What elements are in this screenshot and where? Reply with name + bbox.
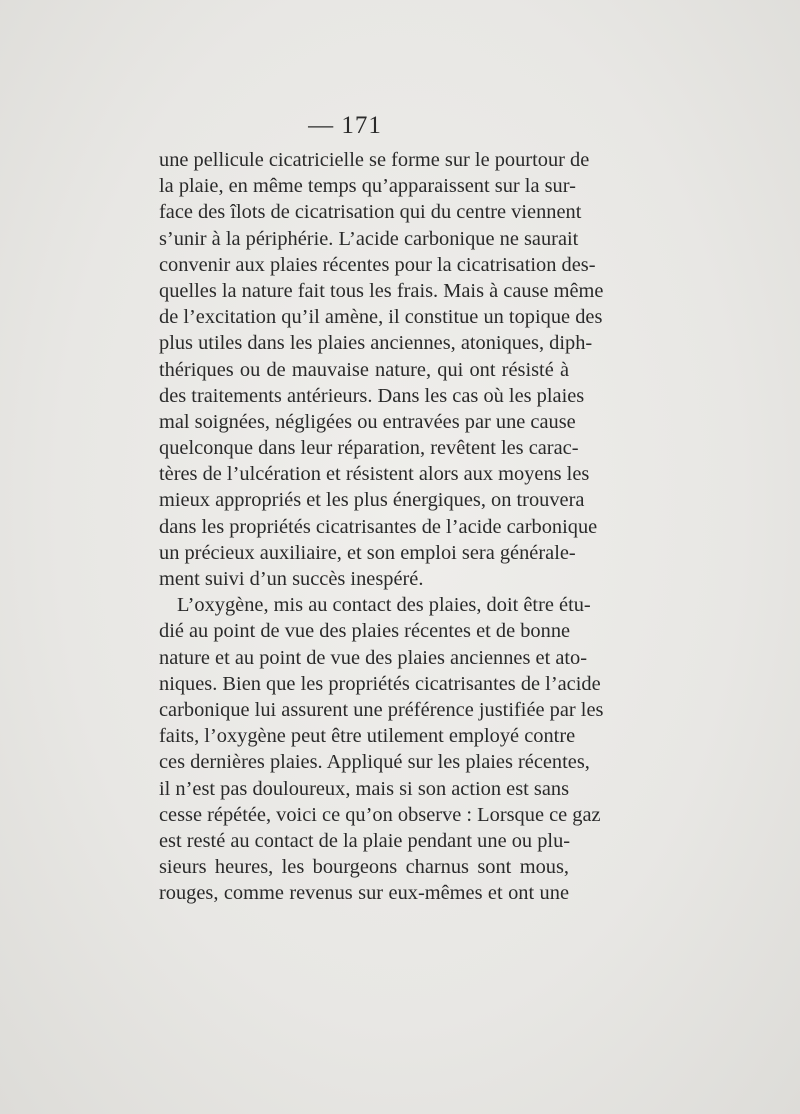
text-line: thériques ou de mauvaise nature, qui ont résisté à: [159, 358, 569, 381]
text-line: ment suivi d’un succès inespéré.: [159, 568, 424, 590]
paragraph-1: [159, 147, 604, 592]
text-line: niques. Bien que les propriétés cicatrisantes de l’acide: [159, 672, 601, 695]
page-number: — 171: [308, 112, 382, 139]
text-line: ces dernières plaies. Appliqué sur les plaies récentes,: [159, 751, 590, 774]
text-line: il n’est pas douloureux, mais si son action est sans: [159, 777, 570, 800]
body-text: [159, 147, 604, 906]
text-line: une pellicule cicatricielle se forme sur le pourtour de: [159, 149, 590, 171]
text-line: est resté au contact de la plaie pendant une ou plu-: [159, 829, 571, 852]
text-line: des traitements antérieurs. Dans les cas où les plaies: [159, 384, 585, 407]
text-line: rouges, comme revenus sur eux-mêmes et ont une: [159, 882, 569, 905]
text-line: la plaie, en même temps qu’apparaissent sur la sur-: [159, 175, 576, 198]
text-line: tères de l’ulcération et résistent alors aux moyens les: [159, 463, 590, 486]
paragraph-2: [159, 592, 604, 906]
text-line: quelles la nature fait tous les frais. Mais à cause même: [159, 279, 604, 302]
text-line: cesse répétée, voici ce qu’on observe : Lorsque ce gaz: [159, 803, 601, 826]
text-line: mal soignées, négligées ou entravées par une cause: [159, 410, 576, 433]
text-line: sieurs heures, les bourgeons charnus sont mous,: [159, 856, 569, 879]
text-line: convenir aux plaies récentes pour la cicatrisation des-: [159, 253, 596, 276]
text-line: L’oxygène, mis au contact des plaies, doit être étu-: [177, 594, 591, 617]
text-line: dans les propriétés cicatrisantes de l’acide carbonique: [159, 515, 598, 538]
text-line: mieux appropriés et les plus énergiques, on trouvera: [159, 489, 585, 512]
text-line: quelconque dans leur réparation, revêtent les carac-: [159, 437, 579, 460]
text-line: un précieux auxiliaire, et son emploi sera générale-: [159, 541, 576, 564]
text-line: s’unir à la périphérie. L’acide carbonique ne saurait: [159, 227, 579, 250]
text-line: face des îlots de cicatrisation qui du centre viennent: [159, 201, 582, 224]
text-line: carbonique lui assurent une préférence justifiée par les: [159, 698, 604, 721]
text-line: faits, l’oxygène peut être utilement employé contre: [159, 725, 576, 748]
text-line: plus utiles dans les plaies anciennes, atoniques, diph-: [159, 332, 593, 355]
text-line: de l’excitation qu’il amène, il constitue un topique des: [159, 306, 603, 329]
text-line: dié au point de vue des plaies récentes et de bonne: [159, 620, 571, 643]
text-line: nature et au point de vue des plaies anciennes et ato-: [159, 646, 588, 669]
